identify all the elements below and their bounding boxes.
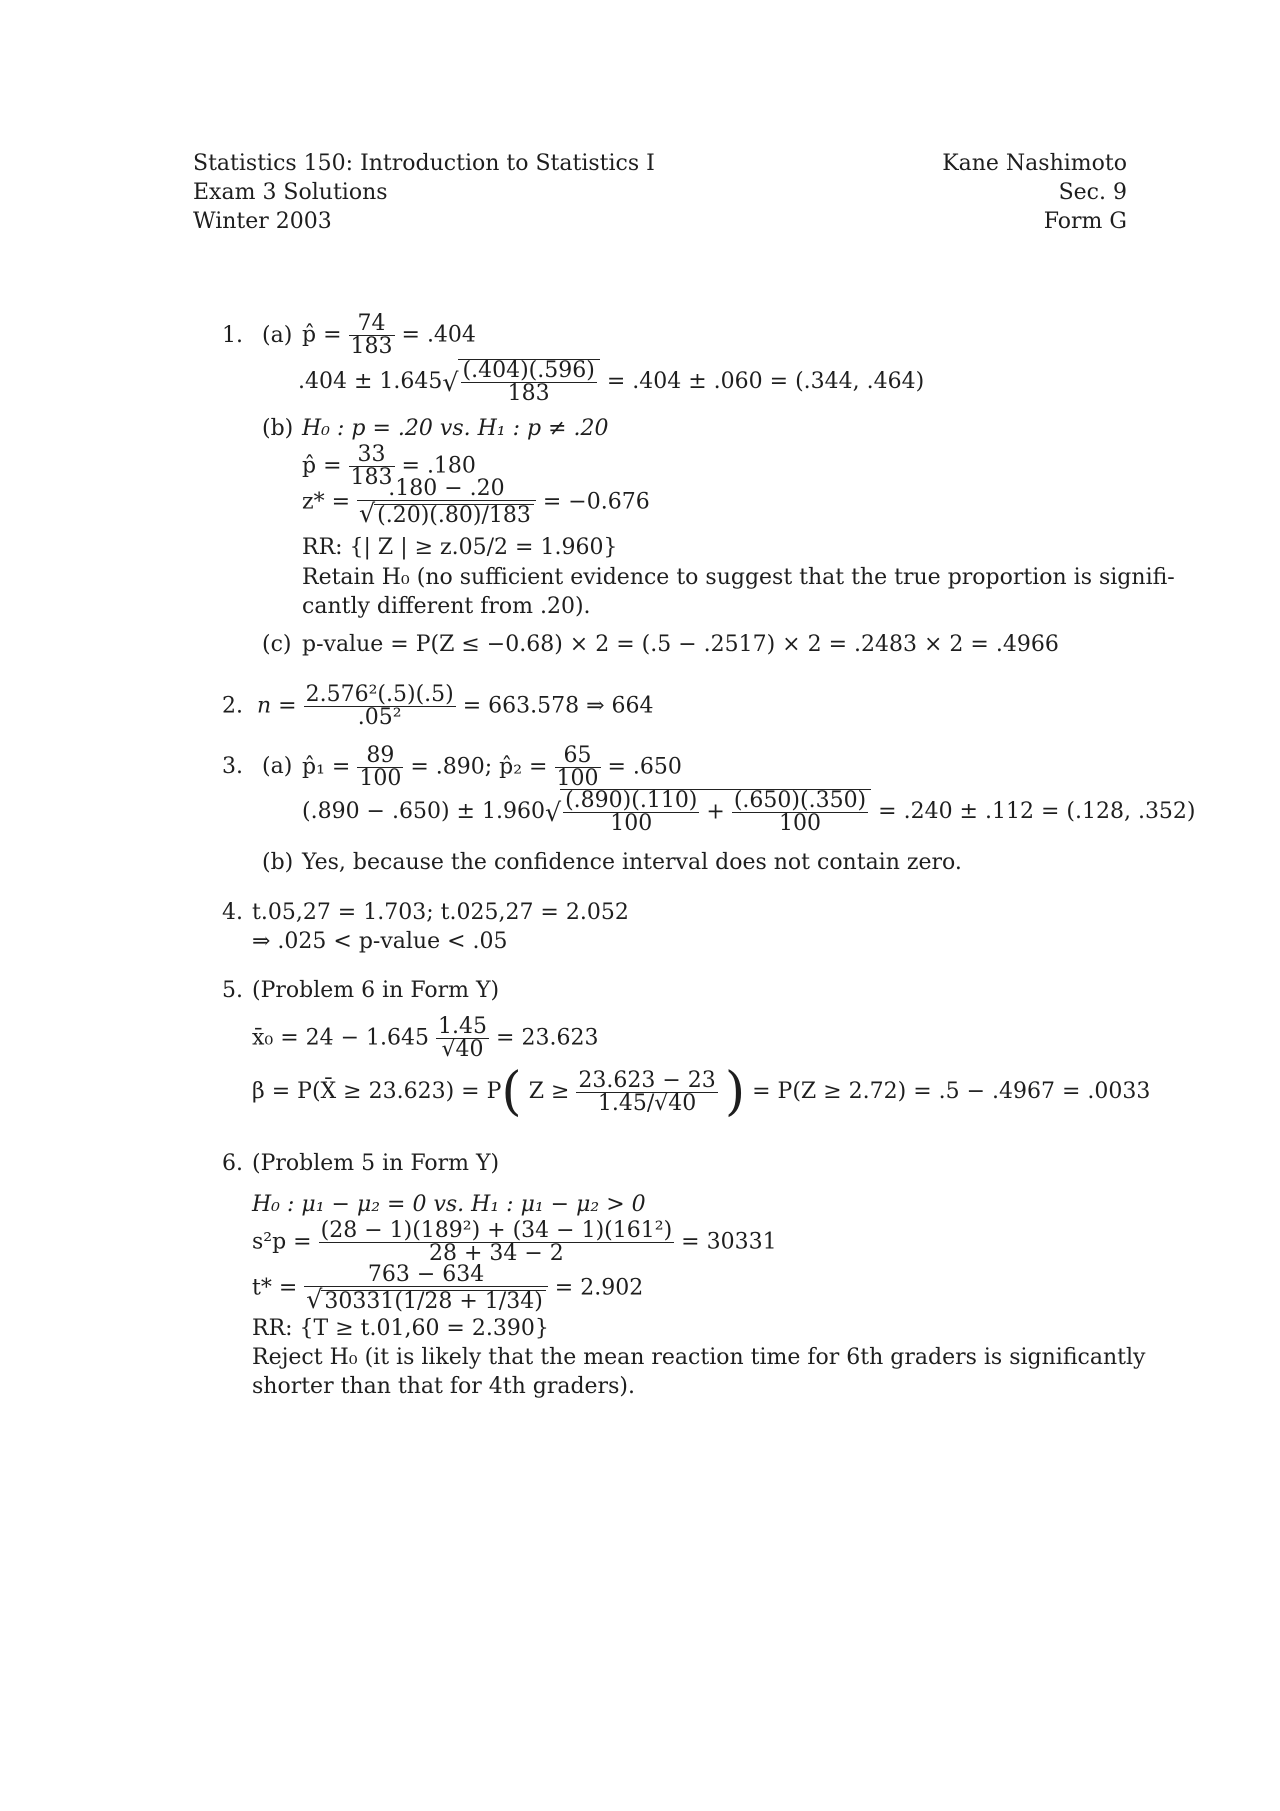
problem-1b-test-statistic: z* = $\frac{.180 - .20}{√(.20)(.80)/183}$ = −0.676: [302, 476, 650, 528]
problem-5-number: 5.: [222, 978, 243, 1003]
problem-6-test-statistic: t* = $\frac{763 - 634}{√30331(1/28 + 1/34)}$ = 2.902: [252, 1262, 644, 1314]
problem-3-number: 3.: [222, 754, 243, 779]
problem-3a-label: (a): [262, 754, 293, 779]
problem-1-number: 1.: [222, 323, 243, 348]
problem-1b-rejection-region: RR: {| Z | ≥ z.05/2 = 1.960}: [302, 535, 618, 560]
author: Kane Nashimoto: [942, 151, 1127, 176]
problem-2: 2. n = $\frac{\text{2.576²(.5)(.5)}}{\text{.05²}}$ = 663.578 ⇒ 664: [222, 682, 654, 730]
problem-4-pvalue-range: ⇒ .025 < p-value < .05: [252, 929, 508, 954]
problem-1b-hypotheses: H₀ : p = .20 vs. H₁ : p ≠ .20: [302, 416, 609, 441]
problem-1a-label: (a): [262, 323, 293, 348]
problem-6-title: (Problem 5 in Form Y): [252, 1151, 500, 1176]
form: Form G: [1043, 209, 1127, 234]
problem-1b-conclusion-line2: cantly different from .20).: [302, 594, 591, 619]
problem-5-critical-mean: x̄₀ = 24 − 1.645 $\frac{1.45}{√40}$ = 23.623: [252, 1014, 599, 1062]
problem-6-hypotheses: H₀ : μ₁ − μ₂ = 0 vs. H₁ : μ₁ − μ₂ > 0: [252, 1192, 646, 1217]
problem-6-number: 6.: [222, 1151, 243, 1176]
exam-title: Exam 3 Solutions: [193, 180, 388, 205]
problem-1b-conclusion-line1: Retain H₀ (no sufficient evidence to suggest that the true proportion is signifi-: [302, 565, 1175, 590]
problem-1b-phat: p̂ = $\frac{33}{183}$ = .180: [302, 442, 476, 490]
problem-1c-pvalue: p-value = P(Z ≤ −0.68) × 2 = (.5 − .2517) × 2 = .2483 × 2 = .4966: [302, 632, 1059, 657]
problem-5-beta: β = P(X̄ ≥ 23.623) = P( Z ≥ $\frac{23.623 - 23}{1.45/√40}$ ) = P(Z ≥ 2.72) = .5 − .4967 = .0033: [252, 1062, 1151, 1122]
problem-3b-label: (b): [262, 850, 294, 875]
term: Winter 2003: [193, 209, 332, 234]
problem-3a-interval: (.890 − .650) ± 1.960√ $\frac{(.890)(.110)}{100}$ + $\frac{(.650)(.350)}{100}$ = .240 ± .112 = (.128, .352): [302, 788, 1196, 836]
problem-1b-label: (b): [262, 416, 294, 441]
problem-6-pooled-variance: s²p = $\frac{\text{(28 − 1)(189²) + (34 − 1)(161²)}}{28 + 34 - 2}$ = 30331: [252, 1218, 777, 1266]
problem-1a-interval: .404 ± 1.645√ $\frac{(.404)(.596)}{183}$ = .404 ± .060 = (.344, .464): [298, 358, 925, 406]
course-title: Statistics 150: Introduction to Statistics I: [193, 151, 655, 176]
problem-6-conclusion-line2: shorter than that for 4th graders).: [252, 1374, 635, 1399]
problem-6-rejection-region: RR: {T ≥ t.01,60 = 2.390}: [252, 1316, 549, 1341]
problem-6-conclusion-line1: Reject H₀ (it is likely that the mean reaction time for 6th graders is significantly: [252, 1345, 1146, 1370]
problem-1a-phat: p̂ = $\frac{74}{183}$ = .404: [302, 311, 476, 359]
problem-1c-label: (c): [262, 632, 292, 657]
problem-4-number: 4.: [222, 900, 243, 925]
fraction: $\frac{74}{183}$: [350, 311, 393, 359]
problem-3b-answer: Yes, because the confidence interval does not contain zero.: [302, 850, 962, 875]
problem-5-title: (Problem 6 in Form Y): [252, 978, 500, 1003]
problem-4-critical-values: t.05,27 = 1.703; t.025,27 = 2.052: [252, 900, 629, 925]
problem-3a-proportions: p̂₁ = $\frac{89}{100}$ = .890; p̂₂ = $\frac{65}{100}$ = .650: [302, 743, 682, 791]
section: Sec. 9: [1058, 180, 1127, 205]
